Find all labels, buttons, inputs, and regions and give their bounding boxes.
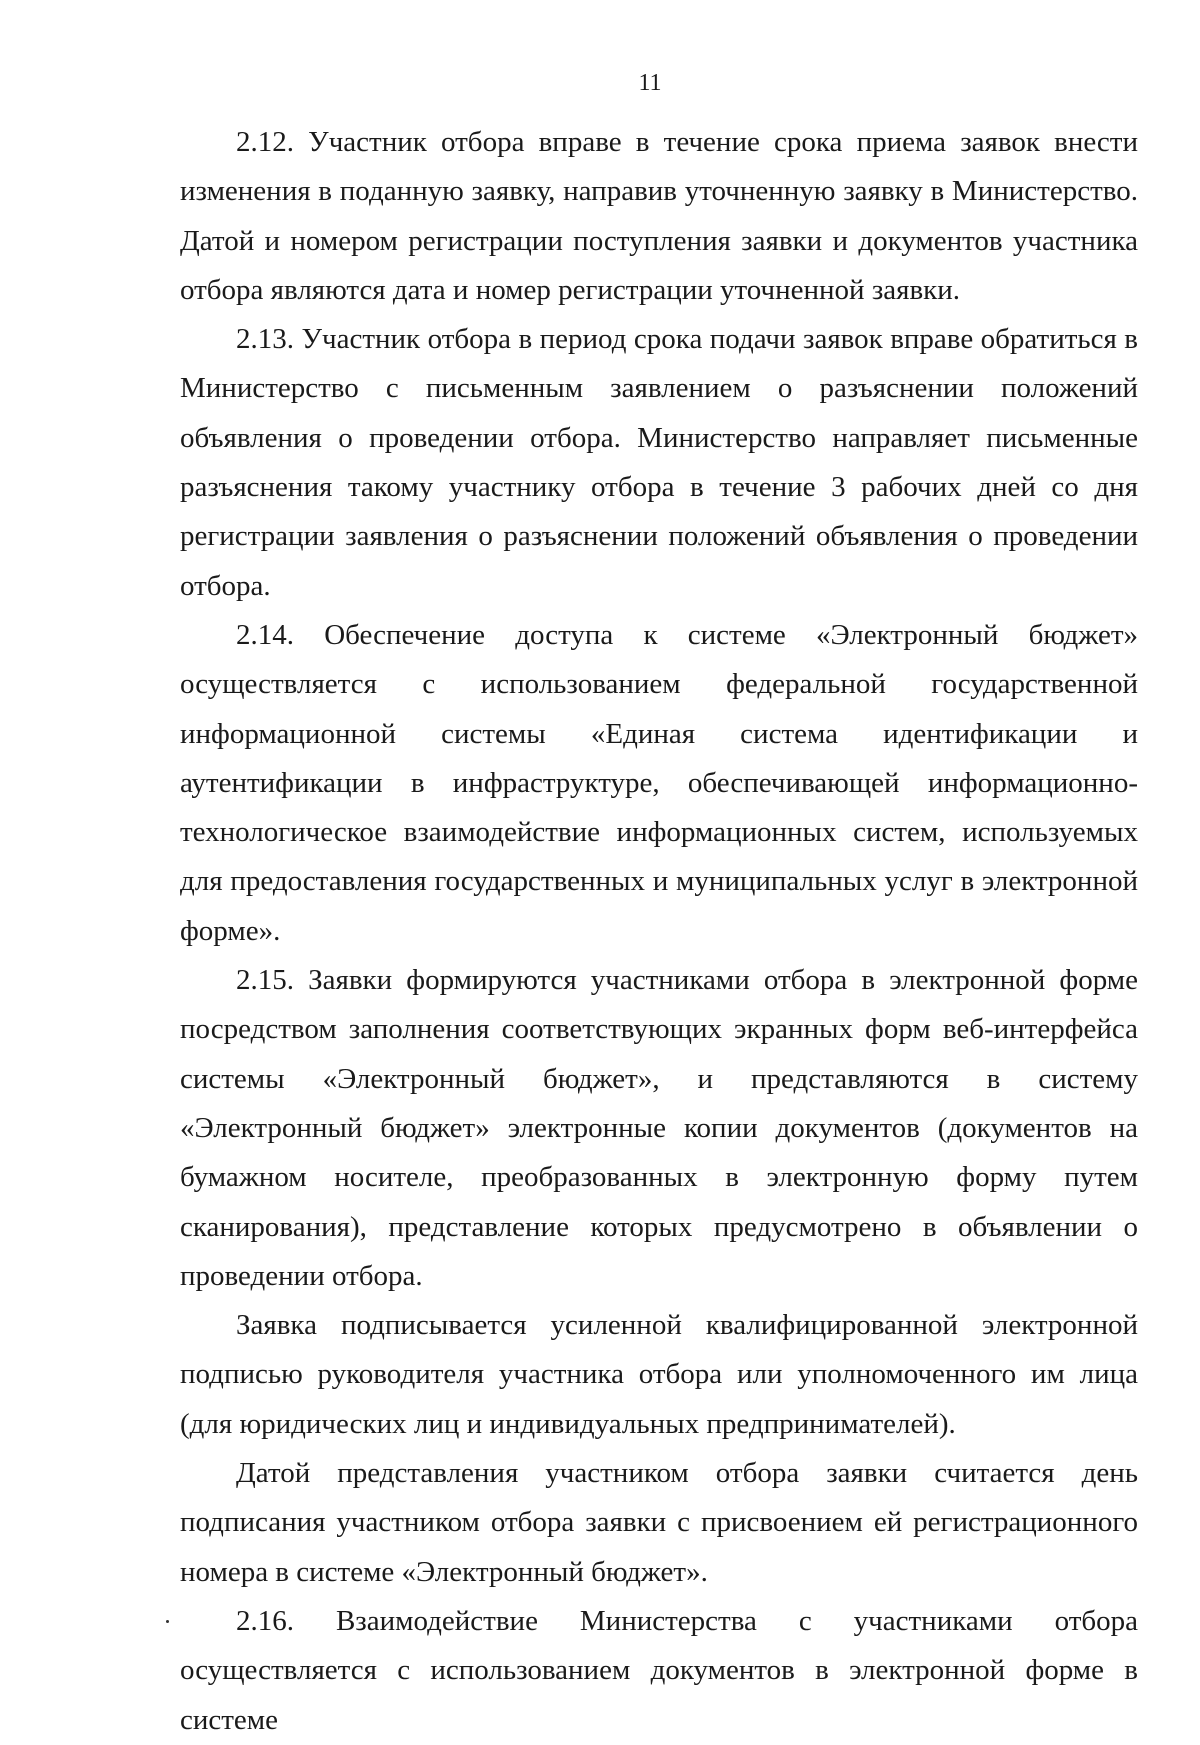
- paragraph-2-14: 2.14. Обеспечение доступа к системе «Электронный бюджет» осуществляется с использованием федеральной государственной информационной системы «Единая система идентификации и аутентификации в инфраструктуре, обеспечивающей информационно-технологическое взаимодействие информационных систем, используемых для предоставления государственных и муниципальных услуг в электронной форме».: [180, 618, 1138, 947]
- page-number: 11: [638, 70, 662, 96]
- document-body: [180, 118, 1138, 1745]
- paragraph-signature-requirement: Заявка подписывается усиленной квалифицированной электронной подписью руководителя участника отбора или уполномоченного им лица (для юридических лиц и индивидуальных предпринимателей).: [180, 1309, 1138, 1440]
- paragraph-2-16: 2.16. Взаимодействие Министерства с участниками отбора осуществляется с использованием документов в электронной форме в системе: [180, 1604, 1138, 1736]
- paragraph-2-13: 2.13. Участник отбора в период срока подачи заявок вправе обратиться в Министерство с письменным заявлением о разъяснении положений объявления о проведении отбора. Министерство направляет письменные разъяснения такому участнику отбора в течение 3 рабочих дней со дня регистрации заявления о разъяснении положений объявления о проведении отбора.: [180, 323, 1138, 602]
- paragraph-2-12: 2.12. Участник отбора вправе в течение срока приема заявок внести изменения в поданную заявку, направив уточненную заявку в Министерство. Датой и номером регистрации поступления заявки и документов участника отбора являются дата и номер регистрации уточненной заявки.: [180, 126, 1138, 306]
- paragraph-2-15: 2.15. Заявки формируются участниками отбора в электронной форме посредством заполнения соответствующих экранных форм веб-интерфейса системы «Электронный бюджет», и представляются в систему «Электронный бюджет» электронные копии документов (документов на бумажном носителе, преобразованных в электронную форму путем сканирования), представление которых предусмотрено в объявлении о проведении отбора.: [180, 964, 1138, 1292]
- paragraph-submission-date: Датой представления участником отбора заявки считается день подписания участником отбора заявки с присвоением ей регистрационного номера в системе «Электронный бюджет».: [180, 1457, 1138, 1588]
- scan-artifact-dot: [166, 1620, 169, 1623]
